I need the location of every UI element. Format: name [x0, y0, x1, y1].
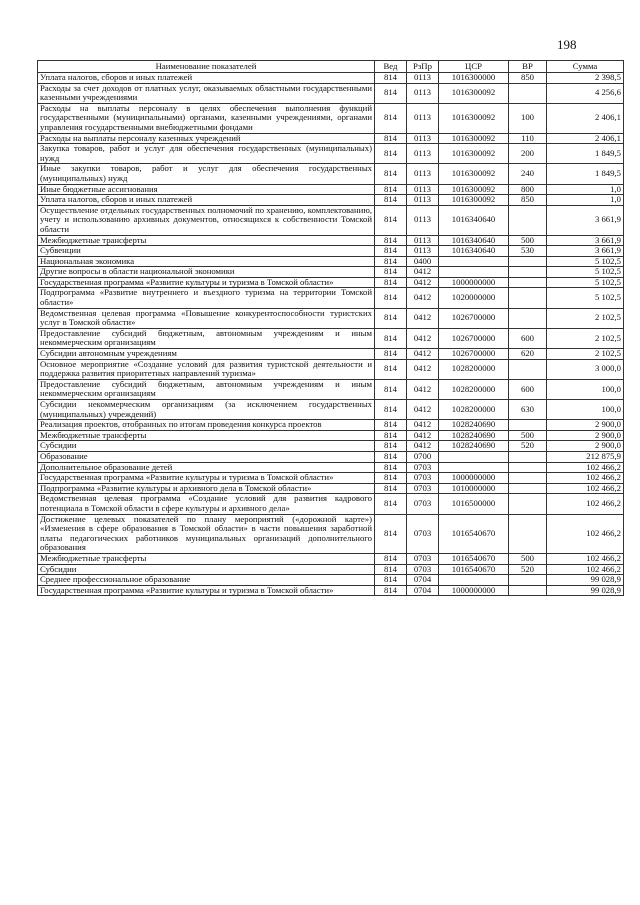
table-row — [38, 400, 624, 420]
table-row — [38, 267, 624, 278]
header-rzpr: РзПр — [407, 61, 439, 73]
cell-name: Субсидии — [38, 441, 375, 452]
cell-rzpr: 0113 — [407, 144, 439, 164]
cell-rzpr: 0113 — [407, 83, 439, 103]
cell-vr — [509, 267, 547, 278]
cell-csr: 1016300092 — [439, 103, 509, 133]
cell-rzpr: 0412 — [407, 328, 439, 348]
header-name: Наименование показателей — [38, 61, 375, 73]
table-row — [38, 585, 624, 596]
cell-sum: 1,0 — [547, 184, 624, 195]
cell-rzpr: 0704 — [407, 575, 439, 586]
cell-sum: 102 466,2 — [547, 494, 624, 514]
table-row — [38, 277, 624, 288]
cell-ved: 814 — [375, 205, 407, 235]
cell-rzpr: 0412 — [407, 277, 439, 288]
cell-rzpr: 0113 — [407, 195, 439, 206]
cell-ved: 814 — [375, 379, 407, 399]
cell-name: Образование — [38, 451, 375, 462]
cell-ved: 814 — [375, 575, 407, 586]
cell-name: Дополнительное образование детей — [38, 462, 375, 473]
cell-name: Другие вопросы в области национальной экономики — [38, 267, 375, 278]
cell-vr: 520 — [509, 441, 547, 452]
cell-csr: 1016540670 — [439, 564, 509, 575]
table-row — [38, 514, 624, 553]
cell-vr: 620 — [509, 349, 547, 360]
cell-sum: 102 466,2 — [547, 564, 624, 575]
cell-sum: 3 000,0 — [547, 359, 624, 379]
header-ved: Вед — [375, 61, 407, 73]
cell-ved: 814 — [375, 103, 407, 133]
cell-csr: 1016300092 — [439, 184, 509, 195]
cell-sum: 1 849,5 — [547, 144, 624, 164]
cell-csr: 1016540670 — [439, 553, 509, 564]
cell-sum: 100,0 — [547, 379, 624, 399]
cell-vr: 850 — [509, 73, 547, 84]
cell-sum: 212 875,9 — [547, 451, 624, 462]
cell-name: Иные закупки товаров, работ и услуг для обеспечения государственных (муниципальных) нужд — [38, 164, 375, 184]
cell-vr — [509, 585, 547, 596]
cell-name: Среднее профессиональное образование — [38, 575, 375, 586]
cell-vr: 600 — [509, 328, 547, 348]
cell-ved: 814 — [375, 83, 407, 103]
cell-sum: 100,0 — [547, 400, 624, 420]
cell-sum: 3 661,9 — [547, 235, 624, 246]
cell-name: Предоставление субсидий бюджетным, автономным учреждениям и иным некоммерческим организациям — [38, 328, 375, 348]
cell-csr: 1028240690 — [439, 430, 509, 441]
cell-sum: 3 661,9 — [547, 205, 624, 235]
cell-ved: 814 — [375, 267, 407, 278]
cell-vr — [509, 288, 547, 308]
cell-csr: 1028200000 — [439, 359, 509, 379]
table-row — [38, 483, 624, 494]
cell-rzpr: 0113 — [407, 164, 439, 184]
cell-name: Реализация проектов, отобранных по итогам проведения конкурса проектов — [38, 420, 375, 431]
cell-vr: 800 — [509, 184, 547, 195]
table-row — [38, 195, 624, 206]
table-row — [38, 83, 624, 103]
cell-vr — [509, 483, 547, 494]
cell-name: Основное мероприятие «Создание условий для развития туристской деятельности и поддержка развития приоритетных направлений туризма» — [38, 359, 375, 379]
cell-csr: 1016540670 — [439, 514, 509, 553]
cell-csr: 1016300000 — [439, 73, 509, 84]
cell-ved: 814 — [375, 256, 407, 267]
cell-sum: 2 398,5 — [547, 73, 624, 84]
cell-ved: 814 — [375, 359, 407, 379]
table-row — [38, 144, 624, 164]
cell-rzpr: 0412 — [407, 359, 439, 379]
cell-csr — [439, 451, 509, 462]
cell-rzpr: 0412 — [407, 441, 439, 452]
cell-sum: 1,0 — [547, 195, 624, 206]
cell-name: Осуществление отдельных государственных полномочий по хранению, комплектованию, учету и использованию архивных документов, относящихся к собственности Томской области — [38, 205, 375, 235]
header-sum: Сумма — [547, 61, 624, 73]
cell-csr: 1026700000 — [439, 328, 509, 348]
cell-sum: 5 102,5 — [547, 256, 624, 267]
cell-vr — [509, 83, 547, 103]
cell-csr: 1026700000 — [439, 349, 509, 360]
table-row — [38, 430, 624, 441]
cell-rzpr: 0412 — [407, 420, 439, 431]
cell-csr: 1016340640 — [439, 235, 509, 246]
table-row — [38, 379, 624, 399]
table-row — [38, 328, 624, 348]
table-row — [38, 205, 624, 235]
cell-rzpr: 0113 — [407, 235, 439, 246]
cell-name: Расходы на выплаты персоналу казенных учреждений — [38, 133, 375, 144]
cell-name: Подпрограмма «Развитие внутреннего и въездного туризма на территории Томской области» — [38, 288, 375, 308]
cell-sum: 2 900,0 — [547, 430, 624, 441]
cell-csr: 1000000000 — [439, 585, 509, 596]
cell-csr: 1000000000 — [439, 473, 509, 484]
cell-ved: 814 — [375, 420, 407, 431]
cell-rzpr: 0113 — [407, 205, 439, 235]
cell-rzpr: 0703 — [407, 564, 439, 575]
cell-ved: 814 — [375, 328, 407, 348]
cell-ved: 814 — [375, 400, 407, 420]
cell-name: Иные бюджетные ассигнования — [38, 184, 375, 195]
cell-sum: 102 466,2 — [547, 473, 624, 484]
cell-name: Ведомственная целевая программа «Повышение конкурентоспособности туристских услуг в Томской области» — [38, 308, 375, 328]
cell-name: Субвенции — [38, 246, 375, 257]
cell-name: Ведомственная целевая программа «Создание условий для развития кадрового потенциала в Томской области в сфере культуры и архивного дела» — [38, 494, 375, 514]
cell-vr: 500 — [509, 430, 547, 441]
cell-sum: 99 028,9 — [547, 575, 624, 586]
cell-ved: 814 — [375, 585, 407, 596]
cell-rzpr: 0113 — [407, 73, 439, 84]
header-vr: ВР — [509, 61, 547, 73]
cell-name: Межбюджетные трансферты — [38, 235, 375, 246]
cell-vr — [509, 451, 547, 462]
cell-sum: 102 466,2 — [547, 462, 624, 473]
cell-csr — [439, 267, 509, 278]
cell-rzpr: 0704 — [407, 585, 439, 596]
cell-vr: 110 — [509, 133, 547, 144]
cell-name: Подпрограмма «Развитие культуры и архивного дела в Томской области» — [38, 483, 375, 494]
cell-name: Достижение целевых показателей по плану мероприятий («дорожной карте») «Изменения в сфере образования в Томской области» в части повышения заработной платы педагогических работников муниципальных организаций дополнительного образования — [38, 514, 375, 553]
cell-ved: 814 — [375, 195, 407, 206]
table-row — [38, 235, 624, 246]
cell-csr: 1016300092 — [439, 83, 509, 103]
cell-name: Уплата налогов, сборов и иных платежей — [38, 195, 375, 206]
cell-rzpr: 0412 — [407, 379, 439, 399]
table-row — [38, 553, 624, 564]
table-row — [38, 308, 624, 328]
cell-csr: 1016500000 — [439, 494, 509, 514]
cell-ved: 814 — [375, 246, 407, 257]
cell-rzpr: 0703 — [407, 514, 439, 553]
cell-sum: 2 900,0 — [547, 441, 624, 452]
cell-csr: 1028240690 — [439, 420, 509, 431]
cell-sum: 2 102,5 — [547, 308, 624, 328]
cell-sum: 102 466,2 — [547, 553, 624, 564]
cell-name: Субсидии автономным учреждениям — [38, 349, 375, 360]
cell-rzpr: 0703 — [407, 483, 439, 494]
cell-sum: 3 661,9 — [547, 246, 624, 257]
table-row — [38, 164, 624, 184]
cell-name: Субсидии — [38, 564, 375, 575]
cell-csr: 1028200000 — [439, 379, 509, 399]
table-row — [38, 451, 624, 462]
cell-rzpr: 0412 — [407, 400, 439, 420]
cell-ved: 814 — [375, 514, 407, 553]
cell-ved: 814 — [375, 553, 407, 564]
cell-ved: 814 — [375, 133, 407, 144]
cell-ved: 814 — [375, 451, 407, 462]
table-row — [38, 462, 624, 473]
table-row — [38, 288, 624, 308]
cell-ved: 814 — [375, 349, 407, 360]
cell-ved: 814 — [375, 441, 407, 452]
cell-name: Расходы за счет доходов от платных услуг, оказываемых областными государственными казенными учреждениями — [38, 83, 375, 103]
cell-csr — [439, 575, 509, 586]
cell-vr: 520 — [509, 564, 547, 575]
cell-ved: 814 — [375, 277, 407, 288]
table-row — [38, 575, 624, 586]
cell-rzpr: 0412 — [407, 430, 439, 441]
cell-ved: 814 — [375, 473, 407, 484]
cell-rzpr: 0113 — [407, 246, 439, 257]
table-row — [38, 246, 624, 257]
table-row — [38, 473, 624, 484]
cell-vr: 630 — [509, 400, 547, 420]
cell-ved: 814 — [375, 308, 407, 328]
cell-rzpr: 0412 — [407, 267, 439, 278]
cell-sum: 102 466,2 — [547, 514, 624, 553]
cell-name: Уплата налогов, сборов и иных платежей — [38, 73, 375, 84]
cell-name: Закупка товаров, работ и услуг для обеспечения государственных (муниципальных) нужд — [38, 144, 375, 164]
cell-sum: 99 028,9 — [547, 585, 624, 596]
cell-vr — [509, 575, 547, 586]
cell-ved: 814 — [375, 288, 407, 308]
cell-csr: 1016300092 — [439, 195, 509, 206]
cell-sum: 5 102,5 — [547, 288, 624, 308]
cell-csr: 1020000000 — [439, 288, 509, 308]
cell-name: Межбюджетные трансферты — [38, 553, 375, 564]
cell-vr: 240 — [509, 164, 547, 184]
cell-rzpr: 0703 — [407, 553, 439, 564]
cell-vr — [509, 462, 547, 473]
table-row — [38, 184, 624, 195]
cell-sum: 2 406,1 — [547, 133, 624, 144]
cell-ved: 814 — [375, 564, 407, 575]
table-row — [38, 494, 624, 514]
cell-rzpr: 0412 — [407, 308, 439, 328]
cell-name: Национальная экономика — [38, 256, 375, 267]
cell-rzpr: 0113 — [407, 133, 439, 144]
cell-sum: 2 900,0 — [547, 420, 624, 431]
cell-vr — [509, 473, 547, 484]
cell-vr — [509, 277, 547, 288]
cell-ved: 814 — [375, 73, 407, 84]
budget-table — [37, 60, 624, 596]
cell-ved: 814 — [375, 164, 407, 184]
cell-name: Государственная программа «Развитие культуры и туризма в Томской области» — [38, 277, 375, 288]
table-row — [38, 420, 624, 431]
cell-rzpr: 0113 — [407, 103, 439, 133]
cell-vr — [509, 205, 547, 235]
table-body — [38, 73, 624, 596]
cell-vr — [509, 359, 547, 379]
cell-csr: 1016300092 — [439, 144, 509, 164]
table-row — [38, 256, 624, 267]
cell-csr — [439, 256, 509, 267]
table-row — [38, 564, 624, 575]
cell-rzpr: 0703 — [407, 462, 439, 473]
cell-rzpr: 0400 — [407, 256, 439, 267]
cell-rzpr: 0412 — [407, 288, 439, 308]
cell-csr: 1016340640 — [439, 246, 509, 257]
cell-ved: 814 — [375, 483, 407, 494]
cell-vr: 500 — [509, 235, 547, 246]
cell-ved: 814 — [375, 235, 407, 246]
cell-ved: 814 — [375, 144, 407, 164]
cell-csr: 1026700000 — [439, 308, 509, 328]
cell-sum: 5 102,5 — [547, 277, 624, 288]
table-header-row — [38, 61, 624, 73]
cell-csr: 1028240690 — [439, 441, 509, 452]
cell-ved: 814 — [375, 430, 407, 441]
cell-vr: 200 — [509, 144, 547, 164]
cell-name: Государственная программа «Развитие культуры и туризма в Томской области» — [38, 585, 375, 596]
cell-name: Субсидии некоммерческим организациям (за исключением государственных (муниципальных) учреждений) — [38, 400, 375, 420]
cell-name: Расходы на выплаты персоналу в целях обеспечения выполнения функций государственными (муниципальными) органами, казенными учреждениями, органами управления государственными внебюджетными фондами — [38, 103, 375, 133]
table-row — [38, 441, 624, 452]
cell-rzpr: 0113 — [407, 184, 439, 195]
cell-sum: 2 406,1 — [547, 103, 624, 133]
table-row — [38, 349, 624, 360]
table-row — [38, 103, 624, 133]
cell-vr: 850 — [509, 195, 547, 206]
cell-rzpr: 0703 — [407, 494, 439, 514]
table-row — [38, 359, 624, 379]
cell-rzpr: 0703 — [407, 473, 439, 484]
cell-csr: 1000000000 — [439, 277, 509, 288]
cell-csr: 1016300092 — [439, 164, 509, 184]
cell-vr — [509, 308, 547, 328]
table-row — [38, 133, 624, 144]
cell-csr: 1028200000 — [439, 400, 509, 420]
cell-sum: 2 102,5 — [547, 349, 624, 360]
cell-csr — [439, 462, 509, 473]
cell-sum: 2 102,5 — [547, 328, 624, 348]
cell-vr — [509, 420, 547, 431]
cell-vr — [509, 514, 547, 553]
cell-csr: 1016340640 — [439, 205, 509, 235]
cell-csr: 1016300092 — [439, 133, 509, 144]
page-number: 198 — [557, 37, 577, 52]
table-row — [38, 73, 624, 84]
header-csr: ЦСР — [439, 61, 509, 73]
cell-vr — [509, 256, 547, 267]
cell-sum: 4 256,6 — [547, 83, 624, 103]
cell-rzpr: 0700 — [407, 451, 439, 462]
cell-sum: 102 466,2 — [547, 483, 624, 494]
cell-name: Межбюджетные трансферты — [38, 430, 375, 441]
cell-ved: 814 — [375, 494, 407, 514]
cell-name: Государственная программа «Развитие культуры и туризма в Томской области» — [38, 473, 375, 484]
cell-rzpr: 0412 — [407, 349, 439, 360]
cell-csr: 1010000000 — [439, 483, 509, 494]
cell-name: Предоставление субсидий бюджетным, автономным учреждениям и иным некоммерческим организациям — [38, 379, 375, 399]
cell-sum: 5 102,5 — [547, 267, 624, 278]
cell-vr: 600 — [509, 379, 547, 399]
cell-ved: 814 — [375, 462, 407, 473]
cell-ved: 814 — [375, 184, 407, 195]
cell-sum: 1 849,5 — [547, 164, 624, 184]
cell-vr: 530 — [509, 246, 547, 257]
cell-vr: 500 — [509, 553, 547, 564]
cell-vr: 100 — [509, 103, 547, 133]
cell-vr — [509, 494, 547, 514]
